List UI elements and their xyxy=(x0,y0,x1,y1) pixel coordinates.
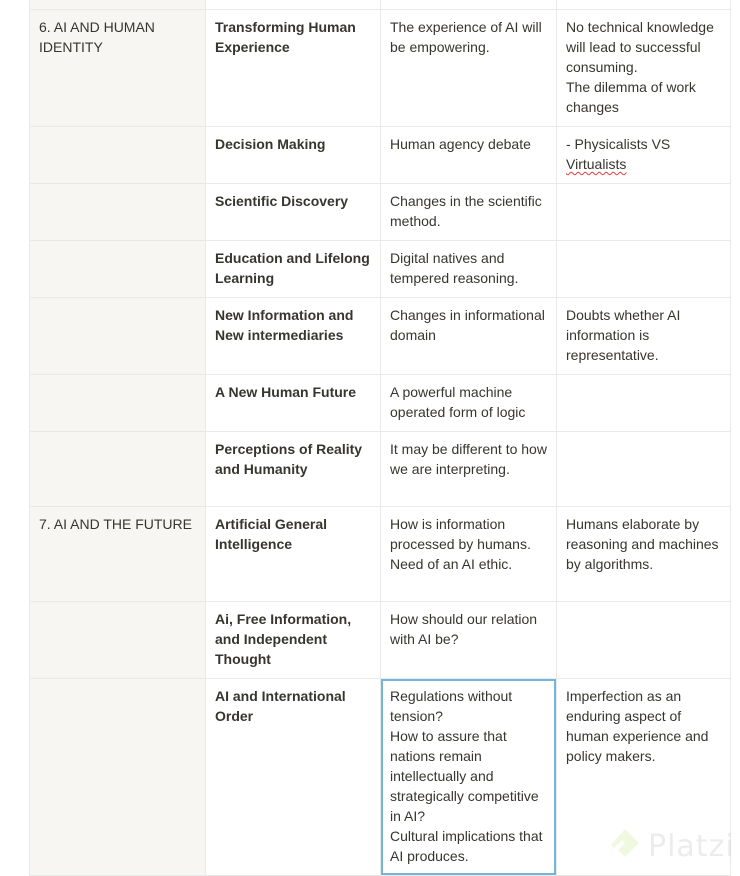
topic-text: Transforming Human Experience xyxy=(215,19,356,55)
table-row xyxy=(30,375,731,432)
topic-text: Scientific Discovery xyxy=(215,193,349,209)
topic-cell[interactable] xyxy=(206,507,381,602)
idea-text: Regulations without tension? xyxy=(390,688,513,724)
table-row xyxy=(30,507,731,602)
idea-text: How is information processed by humans. xyxy=(390,516,531,552)
table-row xyxy=(30,0,731,10)
notes-text: Imperfection as an enduring aspect of human experience and policy makers. xyxy=(566,688,709,764)
idea-text: How to assure that nations remain intellectually and strategically competitive in AI? xyxy=(390,728,539,824)
idea-text: How should our relation with AI be? xyxy=(390,611,538,647)
idea-cell[interactable] xyxy=(381,127,557,184)
topic-text: A New Human Future xyxy=(215,384,357,400)
table-row xyxy=(30,602,731,679)
topic-cell[interactable] xyxy=(206,298,381,375)
idea-cell[interactable] xyxy=(381,10,557,127)
table-row xyxy=(30,432,731,507)
idea-text: Human agency debate xyxy=(390,136,531,152)
section-cell[interactable] xyxy=(30,679,206,876)
notes-cell[interactable] xyxy=(557,184,731,241)
notes-text: Doubts whether AI information is representative. xyxy=(566,307,681,363)
topic-text: Ai, Free Information, and Independent Thought xyxy=(215,611,352,667)
notes-cell[interactable] xyxy=(557,432,731,507)
notes-table xyxy=(29,0,731,876)
section-cell[interactable] xyxy=(30,0,206,10)
spellcheck-word[interactable]: Virtualists xyxy=(566,156,627,172)
notes-text: The dilemma of work changes xyxy=(566,79,696,115)
section-cell[interactable] xyxy=(30,241,206,298)
notes-cell[interactable] xyxy=(557,0,731,10)
idea-text: A powerful machine operated form of logic xyxy=(390,384,526,420)
watermark-text: Platzi xyxy=(648,828,735,864)
platzi-watermark xyxy=(608,826,735,866)
topic-cell[interactable] xyxy=(206,241,381,298)
platzi-logo-icon xyxy=(608,826,642,866)
idea-cell[interactable] xyxy=(381,432,557,507)
topic-text: AI and International Order xyxy=(215,688,346,724)
section-cell[interactable] xyxy=(30,127,206,184)
idea-cell[interactable] xyxy=(381,375,557,432)
idea-cell[interactable] xyxy=(381,0,557,10)
topic-text: Education and Lifelong Learning xyxy=(215,250,370,286)
idea-text: Changes in informational domain xyxy=(390,307,545,343)
idea-text: The experience of AI will be empowering. xyxy=(390,19,542,55)
section-cell[interactable] xyxy=(30,375,206,432)
idea-text: Digital natives and tempered reasoning. xyxy=(390,250,519,286)
notes-text: Humans elaborate by reasoning and machines by algorithms. xyxy=(566,516,719,572)
notes-cell[interactable] xyxy=(557,10,731,127)
idea-cell[interactable] xyxy=(381,184,557,241)
idea-text: Cultural implications that AI produces. xyxy=(390,828,543,864)
topic-cell[interactable] xyxy=(206,10,381,127)
section-cell[interactable] xyxy=(30,298,206,375)
idea-cell[interactable] xyxy=(381,298,557,375)
notes-cell[interactable] xyxy=(557,298,731,375)
topic-cell[interactable] xyxy=(206,375,381,432)
notes-cell[interactable] xyxy=(557,602,731,679)
idea-text: It may be different to how we are interpreting. xyxy=(390,441,547,477)
topic-text: Artificial General Intelligence xyxy=(215,516,328,552)
topic-text: Decision Making xyxy=(215,136,326,152)
section-cell[interactable] xyxy=(30,432,206,507)
notes-cell[interactable] xyxy=(557,507,731,602)
idea-cell[interactable] xyxy=(381,602,557,679)
table-row xyxy=(30,10,731,127)
topic-cell[interactable] xyxy=(206,679,381,876)
idea-text: Need of an AI ethic. xyxy=(390,556,513,572)
section-label: 6. AI AND HUMAN IDENTITY xyxy=(39,19,155,55)
idea-cell[interactable] xyxy=(381,241,557,298)
notes-cell[interactable] xyxy=(557,241,731,298)
table-row xyxy=(30,184,731,241)
idea-cell-selected[interactable] xyxy=(381,679,557,876)
topic-text: New Information and New intermediaries xyxy=(215,307,354,343)
table-row xyxy=(30,127,731,184)
topic-cell[interactable] xyxy=(206,602,381,679)
topic-cell[interactable] xyxy=(206,127,381,184)
notes-text: No technical knowledge will lead to successful consuming. xyxy=(566,19,714,75)
table-row xyxy=(30,241,731,298)
notes-text: - Physicalists VS xyxy=(566,136,671,152)
idea-cell[interactable] xyxy=(381,507,557,602)
notes-cell[interactable] xyxy=(557,375,731,432)
topic-cell[interactable] xyxy=(206,184,381,241)
idea-text: Changes in the scientific method. xyxy=(390,193,542,229)
section-cell[interactable] xyxy=(30,507,206,602)
section-cell[interactable] xyxy=(30,10,206,127)
topic-cell[interactable] xyxy=(206,432,381,507)
section-cell[interactable] xyxy=(30,602,206,679)
section-cell[interactable] xyxy=(30,184,206,241)
notes-cell[interactable] xyxy=(557,127,731,184)
table-row xyxy=(30,298,731,375)
section-label: 7. AI AND THE FUTURE xyxy=(39,516,192,532)
topic-cell[interactable] xyxy=(206,0,381,10)
topic-text: Perceptions of Reality and Humanity xyxy=(215,441,363,477)
